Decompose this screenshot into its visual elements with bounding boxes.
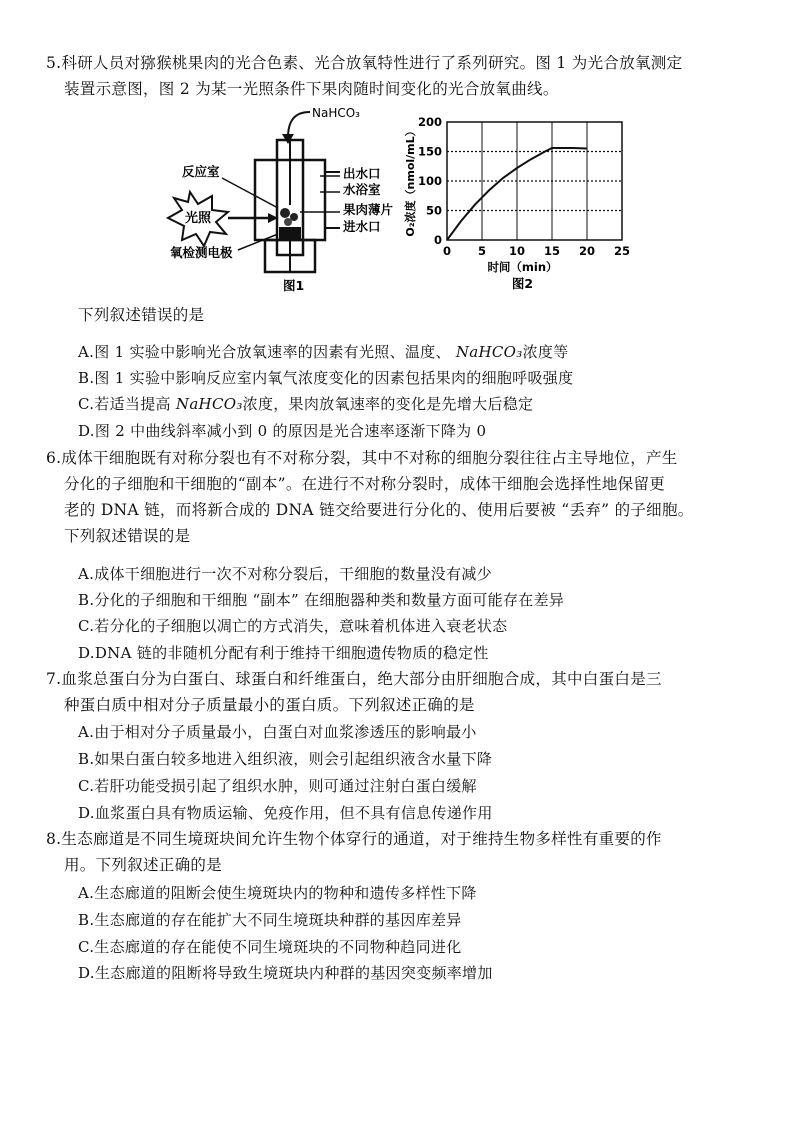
q5-option-c-chem: NaHCO₃ — [175, 395, 243, 413]
x-axis-label: 时间（min） — [487, 260, 558, 274]
label-outlet: 出水口 — [343, 166, 381, 181]
q5-option-c-text: C.若适当提高 — [78, 395, 176, 413]
x-tick-label: 5 — [477, 244, 487, 258]
q5-option-a-text-end: 浓度等 — [522, 343, 569, 361]
oxygen-electrode — [279, 227, 301, 239]
q5-option-a-text: A.图 1 实验中影响光合放氧速率的因素有光照、温度、 — [78, 343, 456, 361]
figure2-caption: 图2 — [511, 276, 534, 291]
q8-option-b: B.生态廊道的存在能扩大不同生境斑块种群的基因库差异 — [78, 911, 462, 929]
y-axis-label: O₂浓度（nmol/mL） — [404, 125, 417, 237]
q6-option-a: A.成体干细胞进行一次不对称分裂后，干细胞的数量没有减少 — [78, 565, 493, 583]
figure1-apparatus-diagram — [160, 100, 420, 295]
figure2-o2-chart — [400, 108, 640, 298]
q7-stem-line2: 种蛋白质中相对分子质量最小的蛋白质。下列叙述正确的是 — [64, 696, 475, 714]
x-tick-label: 0 — [442, 244, 452, 258]
q5-option-a — [78, 341, 569, 363]
q5-option-b: B.图 1 实验中影响反应室内氧气浓度变化的因素包括果肉的细胞呼吸强度 — [78, 369, 574, 387]
q7-option-a: A.由于相对分子质量最小，白蛋白对血浆渗透压的影响最小 — [78, 723, 477, 741]
q8-option-c: C.生态廊道的存在能使不同生境斑块的不同物种趋同进化 — [78, 938, 462, 956]
q5-question: 下列叙述错误的是 — [78, 306, 205, 324]
label-light: 光照 — [185, 211, 212, 226]
q6-stem-line3: 老的 DNA 链，而将新合成的 DNA 链交给要进行分化的、使用后要被 “丢弃” 的子细胞。 — [64, 501, 694, 519]
reaction-chamber-pointer — [222, 178, 278, 208]
y-tick-label: 200 — [417, 115, 442, 129]
q6-option-b: B.分化的子细胞和干细胞 “副本” 在细胞器种类和数量方面可能存在差异 — [78, 591, 565, 609]
y-tick-label: 100 — [417, 174, 442, 188]
q8-stem-line1: 8.生态廊道是不同生境斑块间允许生物个体穿行的通道，对于维持生物多样性有重要的作 — [46, 830, 662, 848]
y-tick-label: 0 — [433, 233, 442, 247]
x-axis-ticks — [443, 244, 630, 258]
q5-option-c-text-end: 浓度，果肉放氧速率的变化是先增大后稳定 — [242, 395, 534, 413]
x-tick-label: 15 — [543, 244, 561, 258]
y-axis-ticks — [418, 115, 442, 247]
electrode-pointer — [238, 234, 278, 250]
label-inlet: 进水口 — [343, 219, 381, 234]
q5-option-d: D.图 2 中曲线斜率减小到 0 的原因是光合速率逐渐下降为 0 — [78, 422, 487, 440]
chart-grid — [447, 122, 622, 240]
q7-option-d: D.血浆蛋白具有物质运输、免疫作用，但不具有信息传递作用 — [78, 804, 493, 822]
x-tick-label: 20 — [578, 244, 596, 258]
label-reaction-chamber: 反应室 — [182, 164, 220, 179]
q6-option-c: C.若分化的子细胞以凋亡的方式消失，意味着机体进入衰老状态 — [78, 617, 508, 635]
q8-option-d: D.生态廊道的阻断将导致生境斑块内种群的基因突变频率增加 — [78, 964, 493, 982]
q5-option-a-chem: NaHCO₃ — [455, 343, 523, 361]
x-tick-label: 25 — [613, 244, 631, 258]
label-water-bath: 水浴室 — [343, 182, 381, 197]
x-tick-label: 10 — [508, 244, 526, 258]
q5-stem-line1: 5.科研人员对猕猴桃果肉的光合色素、光合放氧特性进行了系列研究。图 1 为光合放氧测定 — [46, 54, 683, 72]
q6-stem-line1: 6.成体干细胞既有对称分裂也有不对称分裂，其中不对称的细胞分裂往往占主导地位，产生 — [46, 449, 678, 467]
q7-stem-line1: 7.血浆总蛋白分为白蛋白、球蛋白和纤维蛋白，绝大部分由肝细胞合成，其中白蛋白是三 — [46, 670, 662, 688]
fruit-slice — [284, 218, 292, 226]
figure1-caption: 图1 — [283, 278, 305, 293]
q5-stem-line2: 装置示意图，图 2 为某一光照条件下果肉随时间变化的光合放氧曲线。 — [64, 80, 559, 98]
q7-option-b: B.如果白蛋白较多地进入组织液，则会引起组织液含水量下降 — [78, 750, 493, 768]
q6-stem-line4: 下列叙述错误的是 — [64, 527, 191, 545]
y-tick-label: 50 — [425, 203, 442, 218]
y-tick-label: 150 — [417, 144, 442, 159]
q7-option-c: C.若肝功能受损引起了组织水肿，则可通过注射白蛋白缓解 — [78, 777, 477, 795]
q8-option-a: A.生态廊道的阻断会使生境斑块内的物种和遗传多样性下降 — [78, 884, 477, 902]
q6-option-d: D.DNA 链的非随机分配有利于维持干细胞遗传物质的稳定性 — [78, 644, 489, 662]
label-nahco3: NaHCO₃ — [312, 106, 360, 120]
q5-option-c — [78, 393, 533, 415]
label-fruit-slice: 果肉薄片 — [343, 202, 394, 217]
fruit-slice — [280, 208, 290, 218]
label-electrode: 氧检测电极 — [170, 245, 233, 260]
q6-stem-line2: 分化的子细胞和干细胞的“副本”。在进行不对称分裂时，成体干细胞会选择性地保留更 — [64, 475, 666, 493]
q8-stem-line2: 用。下列叙述正确的是 — [64, 856, 223, 874]
